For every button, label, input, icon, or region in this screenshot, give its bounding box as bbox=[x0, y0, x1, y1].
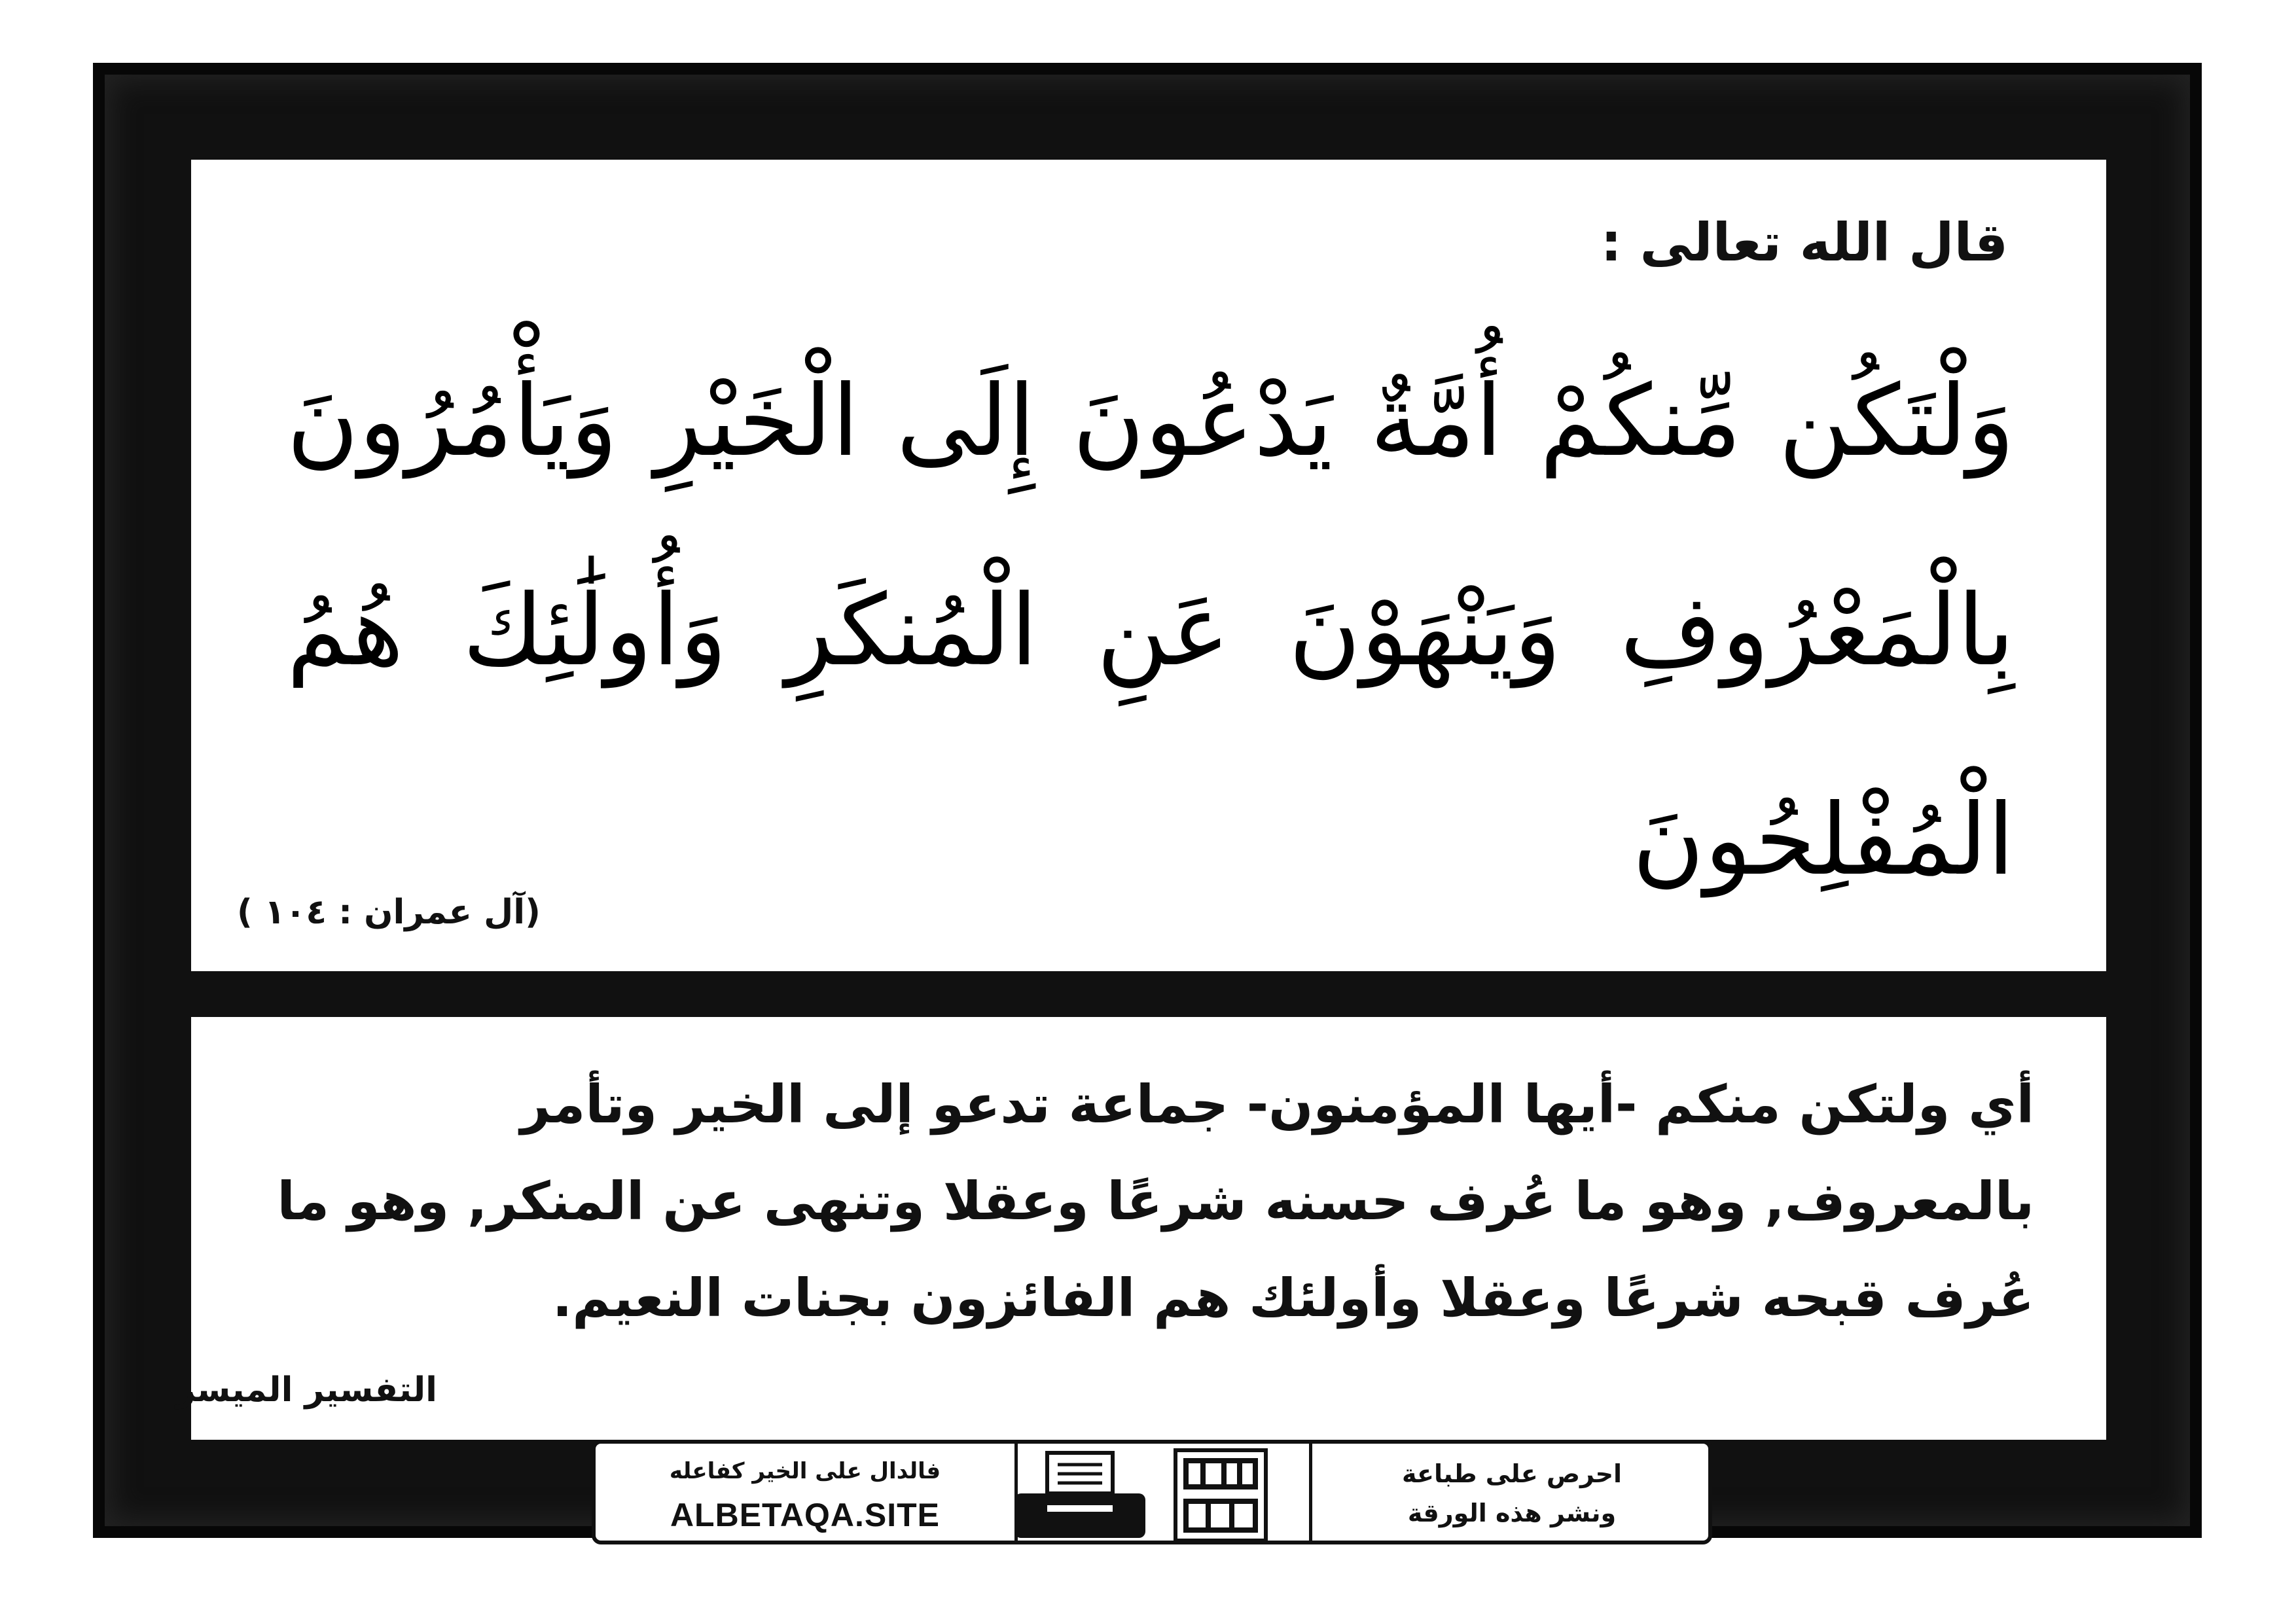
footer-motto: فالدال على الخير كفاعله bbox=[669, 1458, 941, 1484]
reminder-line-2: ونشر هذه الورقة bbox=[1407, 1499, 1617, 1527]
site-link[interactable]: ALBETAQA.SITE bbox=[670, 1497, 941, 1533]
dawat-alwaraqa-logo bbox=[1172, 1446, 1270, 1544]
logo-text: دعوة الورقة bbox=[1172, 1446, 1175, 1447]
tafsir-text: أي ولتكن منكم -أيها المؤمنون- جماعة تدعو إلى الخير وتأمر بالمعروف, وهو ما عُرف حسنه شرعًا وعقلا وتنهى عن المنكر, وهو ما عُرف قبحه شرعًا وعقلا وأولئك هم الفائزون بجنات النعيم. bbox=[277, 1074, 2034, 1329]
site-box bbox=[596, 1444, 1018, 1541]
footer-bar bbox=[592, 1440, 1712, 1544]
reminder-box bbox=[1309, 1444, 1712, 1541]
quran-verse: وَلْتَكُن مِّنكُمْ أُمَّةٌ يَدْعُونَ إِلَى الْخَيْرِ وَيَأْمُرُونَ بِالْمَعْرُوفِ وَيَنْهَوْنَ عَنِ الْمُنكَرِ وَأُولَٰئِكَ هُمُ الْمُفْلِحُونَ bbox=[287, 365, 2015, 897]
verse-panel bbox=[191, 160, 2106, 971]
printer-icon bbox=[1001, 1448, 1158, 1543]
verse-reference: (آل عمران : ١٠٤ ) bbox=[237, 893, 541, 932]
reminder-line-1: احرص على طباعة bbox=[1401, 1459, 1623, 1488]
tafsir-panel bbox=[175, 1017, 2106, 1440]
verse-intro: قال الله تعالى : bbox=[1600, 212, 2008, 273]
tafsir-source: التفسير الميسر bbox=[175, 1370, 437, 1410]
